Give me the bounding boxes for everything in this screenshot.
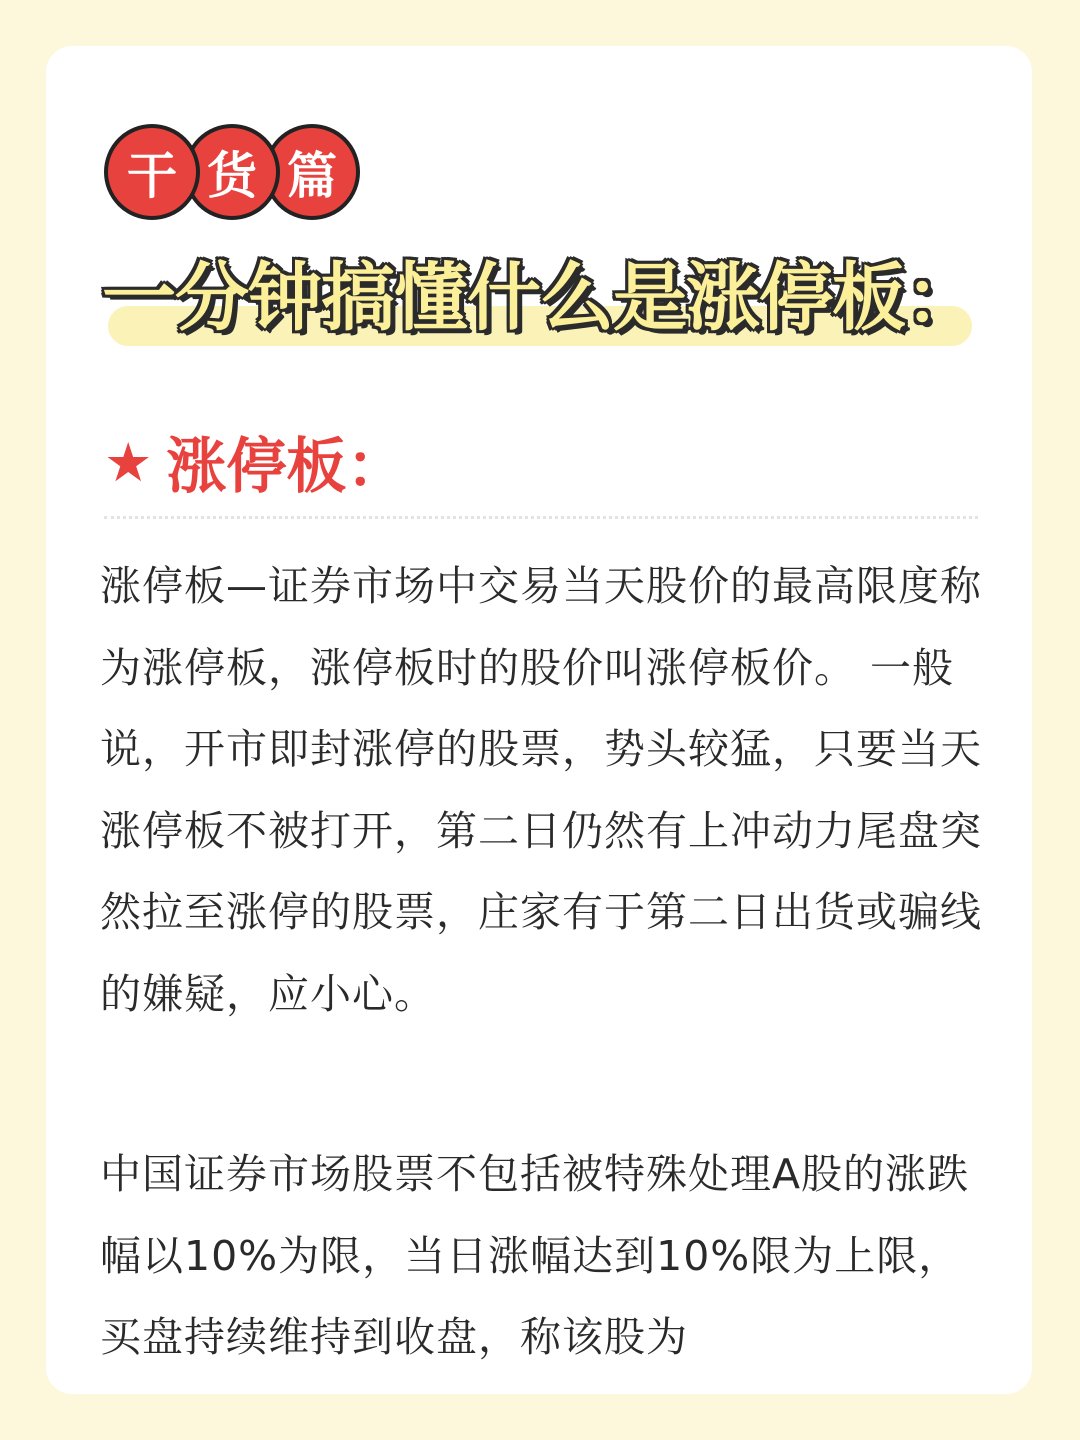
dotted-divider	[104, 516, 978, 519]
category-tag	[104, 124, 344, 218]
title-block	[102, 244, 982, 354]
body-paragraph-1: 涨停板—证券市场中交易当天股价的最高限度称为涨停板，涨停板时的股价叫涨停板价。 一般说，开市即封涨停的股票，势头较猛，只要当天涨停板不被打开，第二日仍然有上冲动力尾盘突然拉至涨停的股票，庄家有于第二日出货或骗线的嫌疑，应小心。	[100, 562, 982, 1018]
section-heading-label: 涨停板：	[166, 432, 407, 502]
page-title: 一分钟搞懂什么是涨停板：	[102, 255, 978, 341]
section-heading	[104, 422, 406, 502]
body-paragraph-2: 中国证券市场股票不包括被特殊处理A股的涨跌幅以10%为限，当日涨幅达到10%限为上限，买盘持续维持到收盘，称该股为	[100, 1150, 970, 1361]
tag-char-3: 篇	[264, 124, 360, 220]
tag-char-2: 货	[184, 124, 280, 220]
tag-char-1: 干	[104, 124, 200, 220]
content-card	[46, 46, 1032, 1394]
star-icon: ★	[104, 430, 153, 494]
